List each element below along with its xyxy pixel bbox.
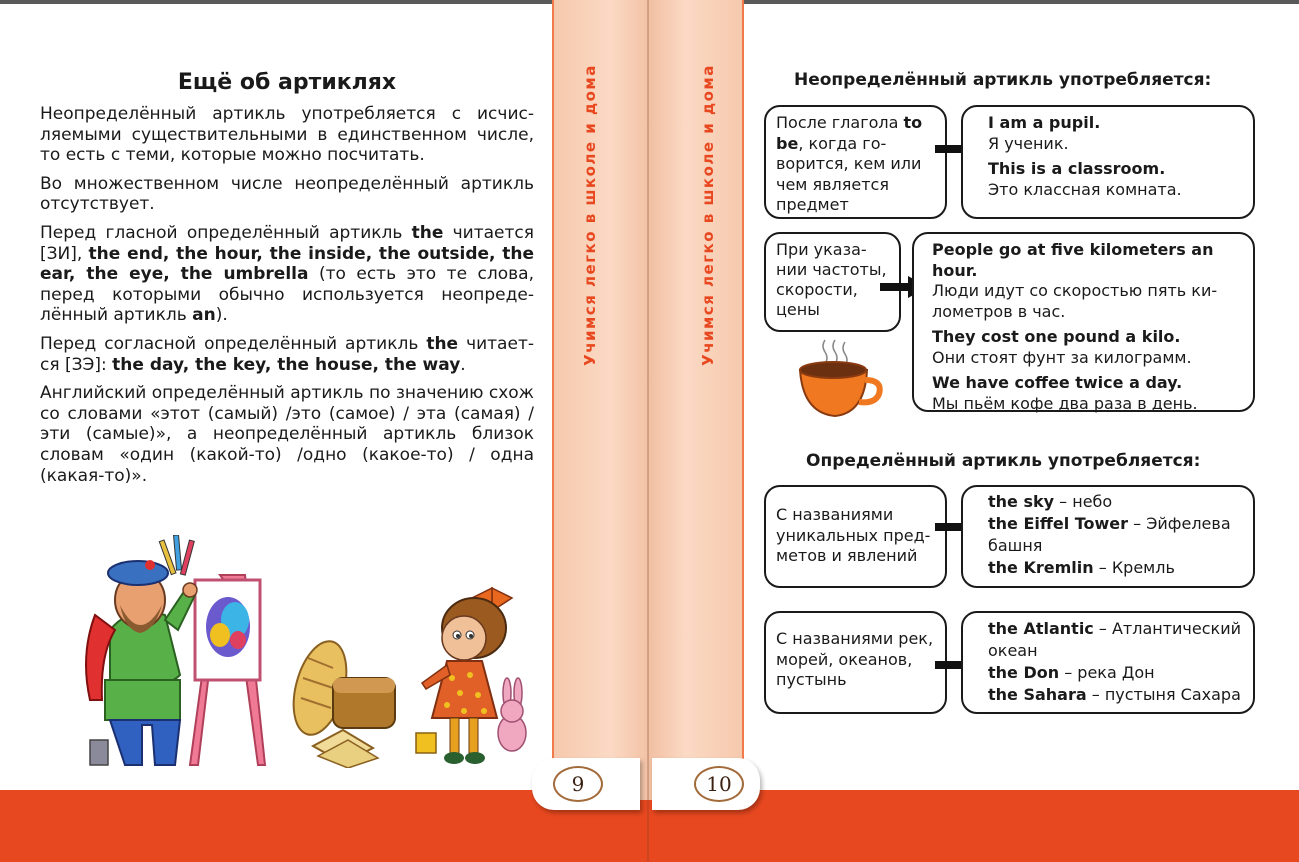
example-row: the Kremlin – Кремль [988, 558, 1175, 577]
painter-illustration [70, 535, 270, 770]
rule-box-frequency: При указании частоты, скорости, цены [764, 232, 901, 332]
example-row: the Sahara – пустыня Сахара [988, 685, 1241, 704]
example-row: the sky – небо [988, 492, 1113, 511]
coffee-cup-illustration [795, 338, 885, 418]
examples-box-unique [961, 485, 1255, 588]
spine-left [552, 0, 648, 800]
definite-heading: Определённый артикль употребляется: [806, 451, 1201, 471]
examples-box-geography [961, 611, 1255, 714]
left-page-text [40, 104, 534, 494]
paragraph-2: Во множественном числе неопределённый артикль отсутствует. [40, 173, 534, 215]
example-pair: I am a pupil. Я ученик. [988, 113, 1101, 153]
spine-fold [647, 0, 649, 862]
rule-box-unique: С названиями уникальных предметов и явлений [764, 485, 947, 588]
page-title: Ещё об артиклях [177, 70, 397, 95]
example-row: the Eiffel Tower – Эйфелева башня [988, 514, 1231, 555]
rule-box-to-be: После глагола to be, когда говорится, кем или чем является предмет [764, 105, 947, 219]
examples-box-to-be [961, 105, 1255, 219]
spine-label-right: Учимся легко в школе и дома [699, 64, 718, 366]
examples-box-frequency [912, 232, 1255, 412]
rule-box-geography: С названиями рек, морей, океанов, пустынь [764, 611, 947, 714]
bread-illustration [288, 638, 403, 768]
paragraph-3: Перед гласной определённый артикль the читается [ЗИ], the end, the hour, the inside, the outside, the ear, the eye, the umbrella (то есть это те слова, перед которыми обычно используется неопределённый артикль an). [40, 222, 534, 326]
example-pair: We have coffee twice a day. Мы пьём кофе два раза в день. [932, 373, 1198, 413]
indefinite-heading: Неопределённый артикль употребляется: [794, 70, 1212, 90]
book-spine [552, 0, 744, 862]
spine-label-left: Учимся легко в школе и дома [581, 64, 600, 366]
example-row: the Don – река Дон [988, 663, 1155, 682]
example-pair: This is a classroom. Это классная комната. [988, 159, 1182, 199]
example-pair: They cost one pound a kilo. Они стоят фунт за килограмм. [932, 327, 1192, 367]
paragraph-5: Английский определённый артикль по значению схож со словами «этот (самый) /это (самое) / эта (самая) / эти (самые)», а неопределённый артикль близок словам «один (какой-то) /одно (какое-то) / одна (какая-то)». [40, 383, 534, 486]
girl-illustration [412, 583, 537, 768]
paragraph-4: Перед согласной определённый артикль the читается [ЗЭ]: the day, the key, the house, the way. [40, 333, 534, 375]
example-row: the Atlantic – Атлантический океан [988, 619, 1241, 660]
page-number-left: 9 [553, 766, 603, 802]
example-pair: People go at five kilometers an hour. Люди идут со скоростью пять километров в час. [932, 240, 1218, 321]
spine-right [648, 0, 744, 800]
paragraph-1: Неопределённый артикль употребляется с исчисляемыми существительными в единственном числе, то есть с теми, которые можно посчитать. [40, 104, 534, 166]
page-number-right: 10 [694, 766, 744, 802]
